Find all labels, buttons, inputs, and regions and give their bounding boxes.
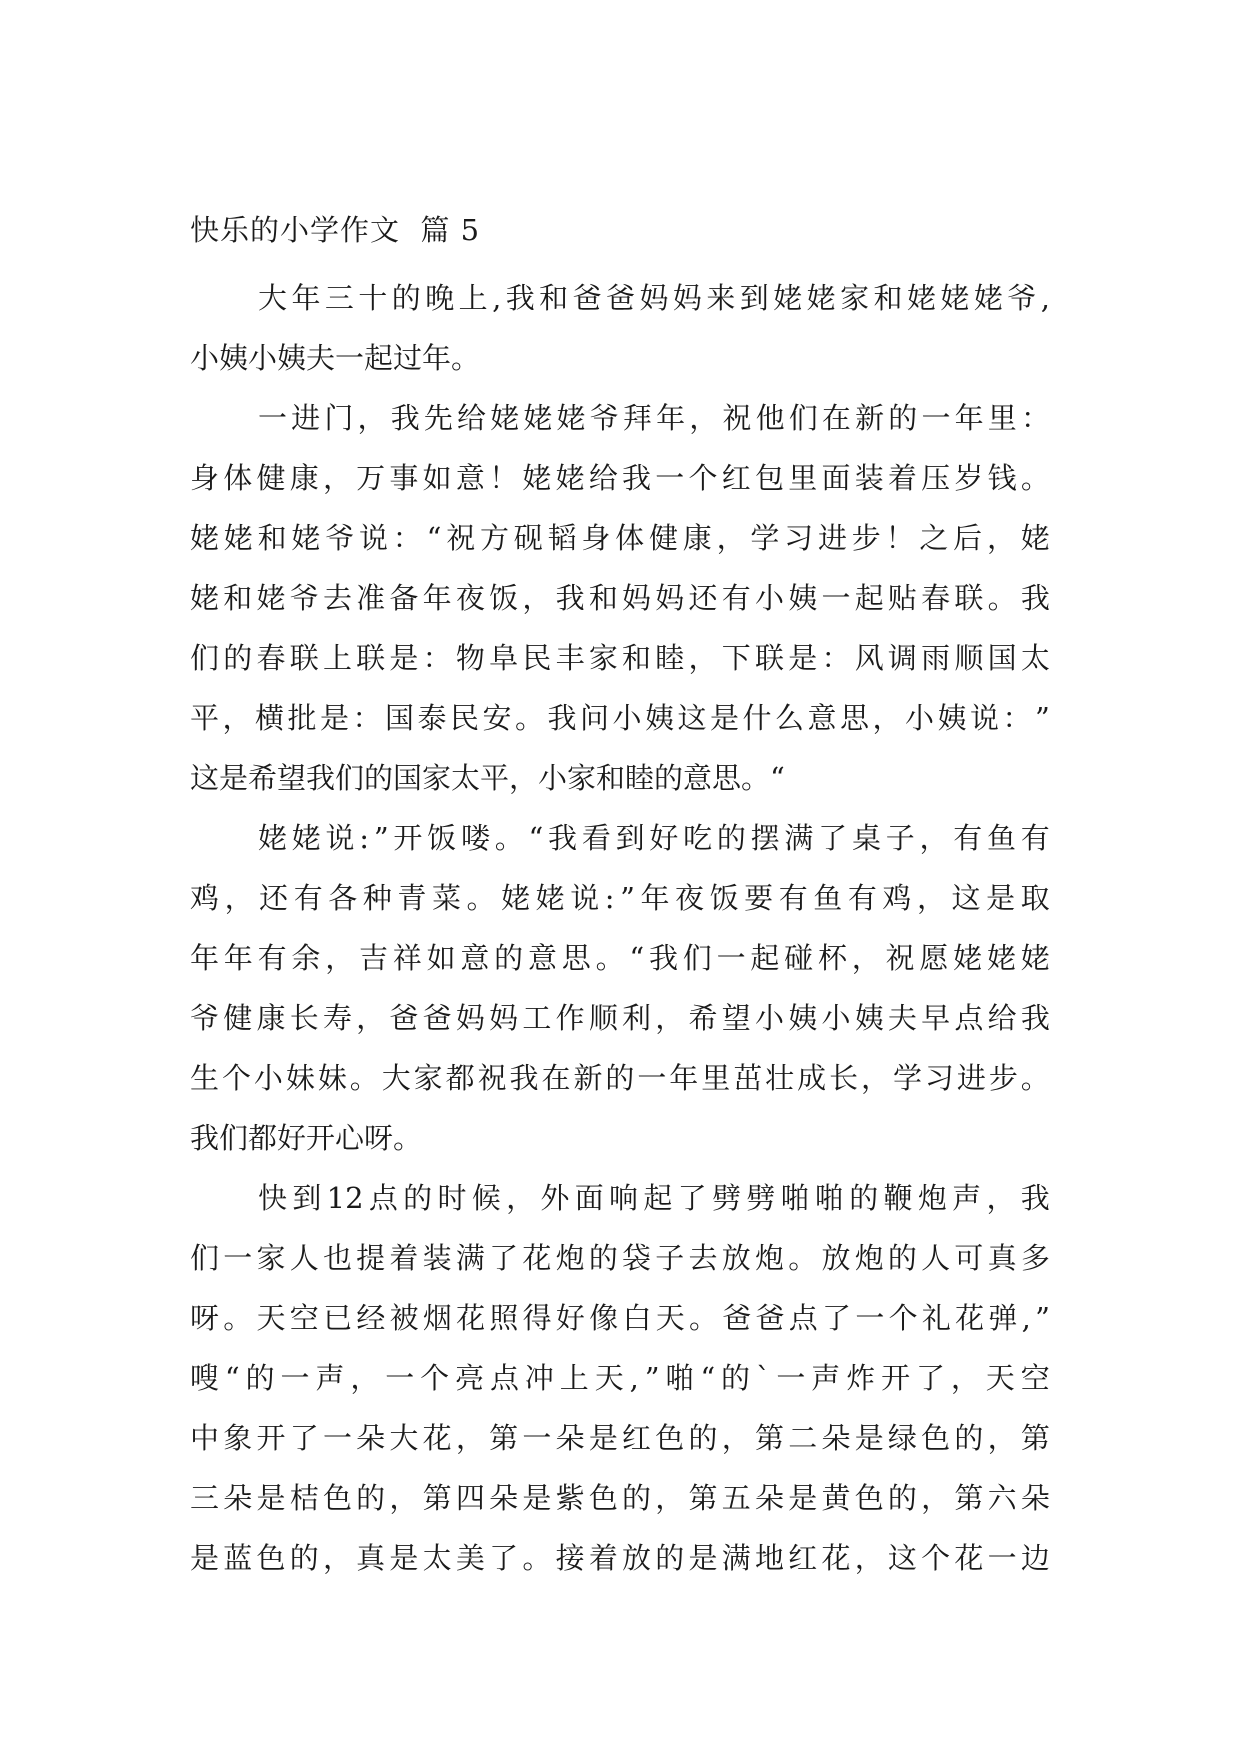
text-line: 们 的 春 联 上 联 是 ： 物 阜 民 丰 家 和 睦 ， 下 联 是 ： 风 调 雨 顺 国 太 — [190, 641, 1050, 675]
text-line: 小姨小姨夫一起过年。 — [190, 341, 481, 375]
paragraph-block — [190, 268, 1050, 1588]
text-line: 嗖 “ 的 一 声 ， 一 个 亮 点 冲 上 天 , ” 啪 “ 的 ` 一 声 炸 开 了 ， 天 空 — [190, 1361, 1050, 1395]
text-line: 中 象 开 了 一 朵 大 花 ， 第 一 朵 是 红 色 的 ， 第 二 朵 是 绿 色 的 ， 第 — [190, 1421, 1050, 1455]
text-line: 大 年 三 十 的 晚 上 , 我 和 爸 爸 妈 妈 来 到 姥 姥 家 和 姥 姥 姥 爷 , — [258, 281, 1050, 315]
text-line: 年 年 有 余 ， 吉 祥 如 意 的 意 思 。 “ 我 们 一 起 碰 杯 ， 祝 愿 姥 姥 姥 — [190, 941, 1050, 975]
text-line: 生 个 小 妹 妹 。 大 家 都 祝 我 在 新 的 一 年 里 茁 壮 成 长 ， 学 习 进 步 。 — [190, 1061, 1050, 1095]
text-line: 身 体 健 康 ， 万 事 如 意 ！ 姥 姥 给 我 一 个 红 包 里 面 装 着 压 岁 钱 。 — [190, 461, 1050, 495]
text-line: 呀 。 天 空 已 经 被 烟 花 照 得 好 像 白 天 。 爸 爸 点 了 一 个 礼 花 弹 , ” — [190, 1301, 1050, 1335]
text-line: 是 蓝 色 的 ， 真 是 太 美 了 。 接 着 放 的 是 满 地 红 花 ， 这 个 花 一 边 — [190, 1541, 1050, 1575]
text-line: 三 朵 是 桔 色 的 ， 第 四 朵 是 紫 色 的 ， 第 五 朵 是 黄 色 的 ， 第 六 朵 — [190, 1481, 1050, 1515]
text-line: 姥 姥 和 姥 爷 说 ： “ 祝 方 砚 韬 身 体 健 康 ， 学 习 进 步 ！ 之 后 ， 姥 — [190, 521, 1050, 555]
text-line: 们 一 家 人 也 提 着 装 满 了 花 炮 的 袋 子 去 放 炮 。 放 炮 的 人 可 真 多 — [190, 1241, 1050, 1275]
text-line: 我们都好开心呀。 — [190, 1121, 423, 1155]
text-line: 平 ， 横 批 是 ： 国 泰 民 安 。 我 问 小 姨 这 是 什 么 意 思 ， 小 姨 说 ： ” — [190, 701, 1050, 735]
text-line: 鸡 ， 还 有 各 种 青 菜 。 姥 姥 说 : ” 年 夜 饭 要 有 鱼 有 鸡 ， 这 是 取 — [190, 881, 1050, 915]
text-line: 姥 和 姥 爷 去 准 备 年 夜 饭 ， 我 和 妈 妈 还 有 小 姨 一 起 贴 春 联 。 我 — [190, 581, 1050, 615]
document-body — [190, 200, 1050, 1588]
text-line: 快 到 12 点 的 时 候 ， 外 面 响 起 了 劈 劈 啪 啪 的 鞭 炮 声 ， 我 — [258, 1181, 1050, 1215]
text-line: 一 进 门 ， 我 先 给 姥 姥 姥 爷 拜 年 ， 祝 他 们 在 新 的 一 年 里 ： — [258, 401, 1050, 435]
text-line: 爷 健 康 长 寿 ， 爸 爸 妈 妈 工 作 顺 利 ， 希 望 小 姨 小 姨 夫 早 点 给 我 — [190, 1001, 1050, 1035]
document-title: 快乐的小学作文 篇 5 — [190, 213, 481, 247]
text-line: 姥 姥 说 : ” 开 饭 喽 。 “ 我 看 到 好 吃 的 摆 满 了 桌 子 ， 有 鱼 有 — [258, 821, 1050, 855]
text-line: 这是希望我们的国家太平，小家和睦的意思。“ — [190, 761, 785, 795]
